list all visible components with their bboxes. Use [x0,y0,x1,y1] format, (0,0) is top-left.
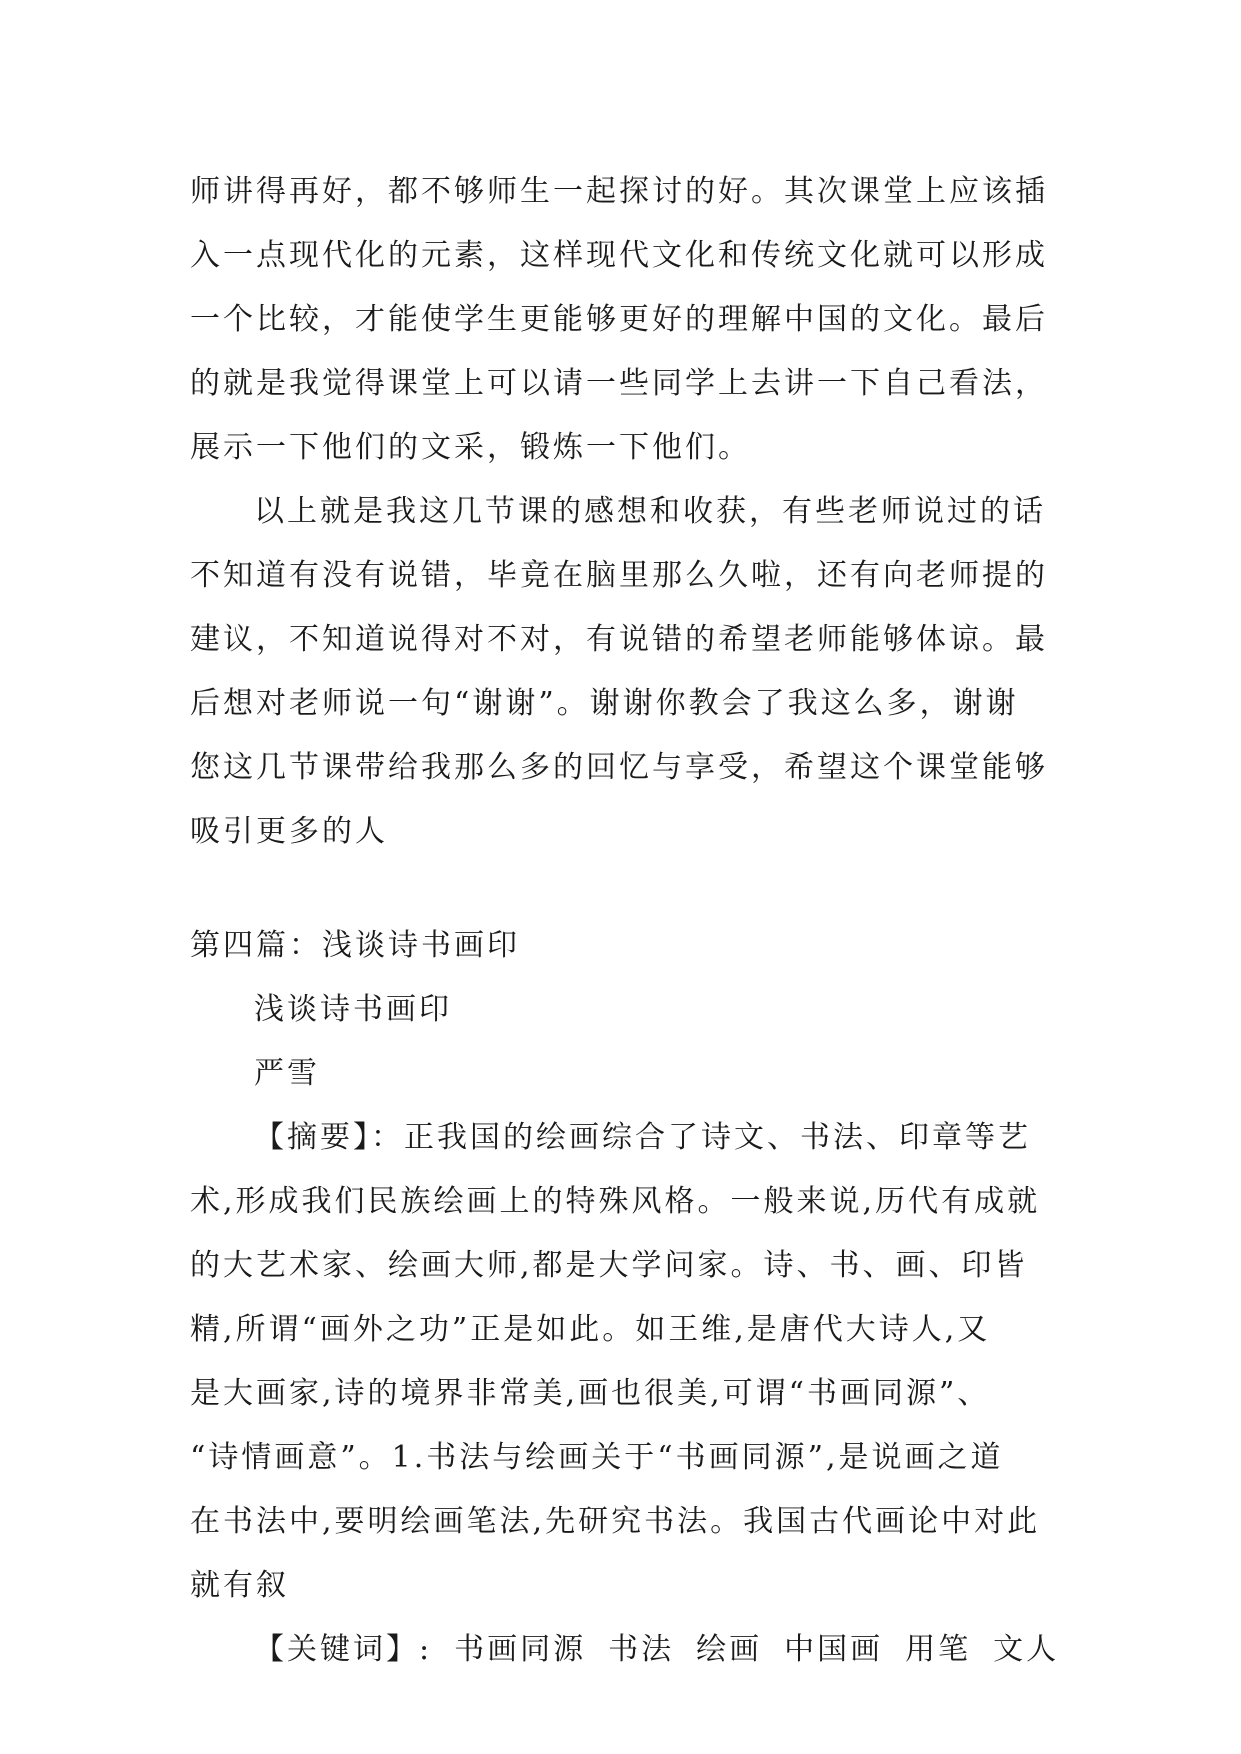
abstract-line: 的大艺术家、绘画大师,都是大学问家。诗、书、画、印皆 [190,1248,1028,1283]
abstract-line: “诗情画意”。1.书法与绘画关于“书画同源”,是说画之道 [190,1440,1004,1475]
text-line: 入一点现代化的元素，这样现代文化和传统文化就可以形成 [190,238,1048,273]
keyword: 用笔 [905,1632,972,1667]
abstract-line: 精,所谓“画外之功”正是如此。如王维,是唐代大诗人,又 [190,1312,991,1347]
keyword: 绘画 [696,1632,763,1667]
text-line: 吸引更多的人 [190,814,388,849]
text-line: 以上就是我这几节课的感想和收获，有些老师说过的话 [254,494,1046,529]
paragraph-reflection-continued [190,160,1060,480]
document-page [190,160,1060,1682]
keywords-label: 【关键词】: [254,1632,433,1667]
text-line: 建议，不知道说得对不对，有说错的希望老师能够体谅。最 [190,622,1048,657]
keyword: 中国画 [784,1632,884,1667]
article-author: 严雪 [254,1056,320,1091]
keyword: 书画同源 [454,1632,587,1667]
abstract-line: 是大画家,诗的境界非常美,画也很美,可谓“书画同源”、 [190,1376,991,1411]
abstract-block [190,1106,1060,1618]
text-line: 后想对老师说一句“谢谢”。谢谢你教会了我这么多，谢谢 [190,686,1019,721]
text-line: 的就是我觉得课堂上可以请一些同学上去讲一下自己看法， [190,366,1048,401]
section-gap [190,864,1060,912]
text-line: 一个比较，才能使学生更能够更好的理解中国的文化。最后 [190,302,1048,337]
text-line: 不知道有没有说错，毕竟在脑里那么久啦，还有向老师提的 [190,558,1048,593]
paragraph-conclusion [190,480,1060,864]
keywords-line [190,1618,1060,1682]
keyword: 书法 [608,1632,675,1667]
abstract-line: 就有叙 [190,1568,289,1603]
text-line: 展示一下他们的文采，锻炼一下他们。 [190,430,751,465]
article-title: 浅谈诗书画印 [254,992,452,1027]
abstract-line: 在书法中,要明绘画笔法,先研究书法。我国古代画论中对此 [190,1504,1041,1539]
abstract-line: 术,形成我们民族绘画上的特殊风格。一般来说,历代有成就 [190,1184,1041,1219]
abstract-line: 【摘要】：正我国的绘画综合了诗文、书法、印章等艺 [254,1120,1031,1155]
section-heading: 第四篇：浅谈诗书画印 [190,928,520,963]
keyword: 文人 [993,1632,1060,1667]
text-line: 师讲得再好，都不够师生一起探讨的好。其次课堂上应该插 [190,174,1048,209]
text-line: 您这几节课带给我那么多的回忆与享受，希望这个课堂能够 [190,750,1048,785]
